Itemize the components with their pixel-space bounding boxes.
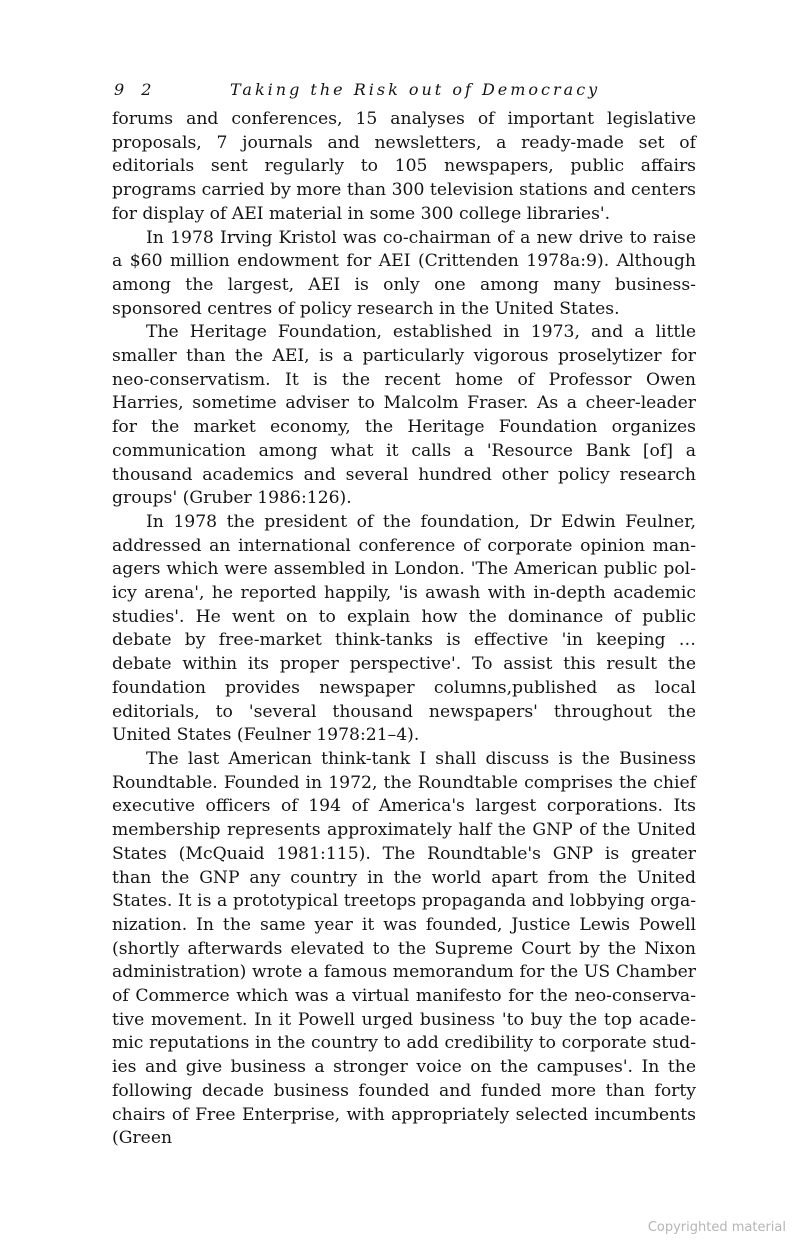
book-page bbox=[112, 78, 696, 1151]
paragraph-business-roundtable: The last American think-tank I shall discuss is the Business Roundtable. Founded in 1972, the Roundtable comprises the chief executive officers of 194 of America's largest corporations. Its membership represents approximately half the GNP of the United States (McQuaid 1981:115). The Roundtable's GNP is greater than the GNP any country in the world apart from the United States. It is a prototypical treetops propaganda and lobbying organization. In the same year it was founded, Justice Lewis Powell (shortly afterwards elevated to the Supreme Court by the Nixon administration) wrote a famous memorandum for the US Chamber of Commerce which was a virtual manifesto for the neo-conservative movement. In it Powell urged business 'to buy the top academic reputations in the country to add credibility to corporate studies and give business a stronger voice on the campuses'. In the following decade business founded and funded more than forty chairs of Free Enterprise, with appropriately selected incumbents (Green bbox=[112, 748, 696, 1149]
paragraph-kristol-endowment: In 1978 Irving Kristol was co-chairman of a new drive to raise a $60 million endowment for AEI (Crittenden 1978a:9). Although among the largest, AEI is only one among many business-sponsored centres of policy research in the United States. bbox=[112, 227, 696, 319]
copyright-watermark: Copyrighted material bbox=[647, 1220, 786, 1235]
running-title: Taking the Risk out of Democracy bbox=[230, 80, 601, 99]
paragraph-heritage-foundation: The Heritage Foundation, established in 1973, and a little smaller than the AEI, is a particularly vigorous proselytizer for neo-conservatism. It is the recent home of Professor Owen Harries, sometime adviser to Malcolm Fraser. As a cheer-leader for the market economy, the Heritage Foundation organizes communication among what it calls a 'Resource Bank [of] a thousand academics and several hundred other policy research groups' (Gruber 1986:126). bbox=[112, 322, 696, 509]
page-number: 9 2 bbox=[114, 80, 158, 99]
paragraph-continuation: forums and conferences, 15 analyses of important legislative proposals, 7 journals and newsletters, a ready-made set of editorials sent regularly to 105 newspapers, public affairs programs carried by more than 300 television stations and centers for display of AEI material in some 300 college libraries'. bbox=[112, 109, 696, 224]
body-text bbox=[112, 108, 696, 1151]
paragraph-feulner-conference: In 1978 the president of the foundation, Dr Edwin Feulner, addressed an international conference of corporate opinion managers which were assembled in London. 'The American public policy arena', he reported happily, 'is awash with in-depth academic studies'. He went on to explain how the dominance of public debate by free-market think-tanks is effective 'in keeping … debate within its proper perspective'. To assist this result the foundation provides newspaper columns,published as local editorials, to 'several thousand newspapers' throughout the United States (Feulner 1978:21–4). bbox=[112, 511, 696, 746]
running-head bbox=[112, 78, 696, 108]
